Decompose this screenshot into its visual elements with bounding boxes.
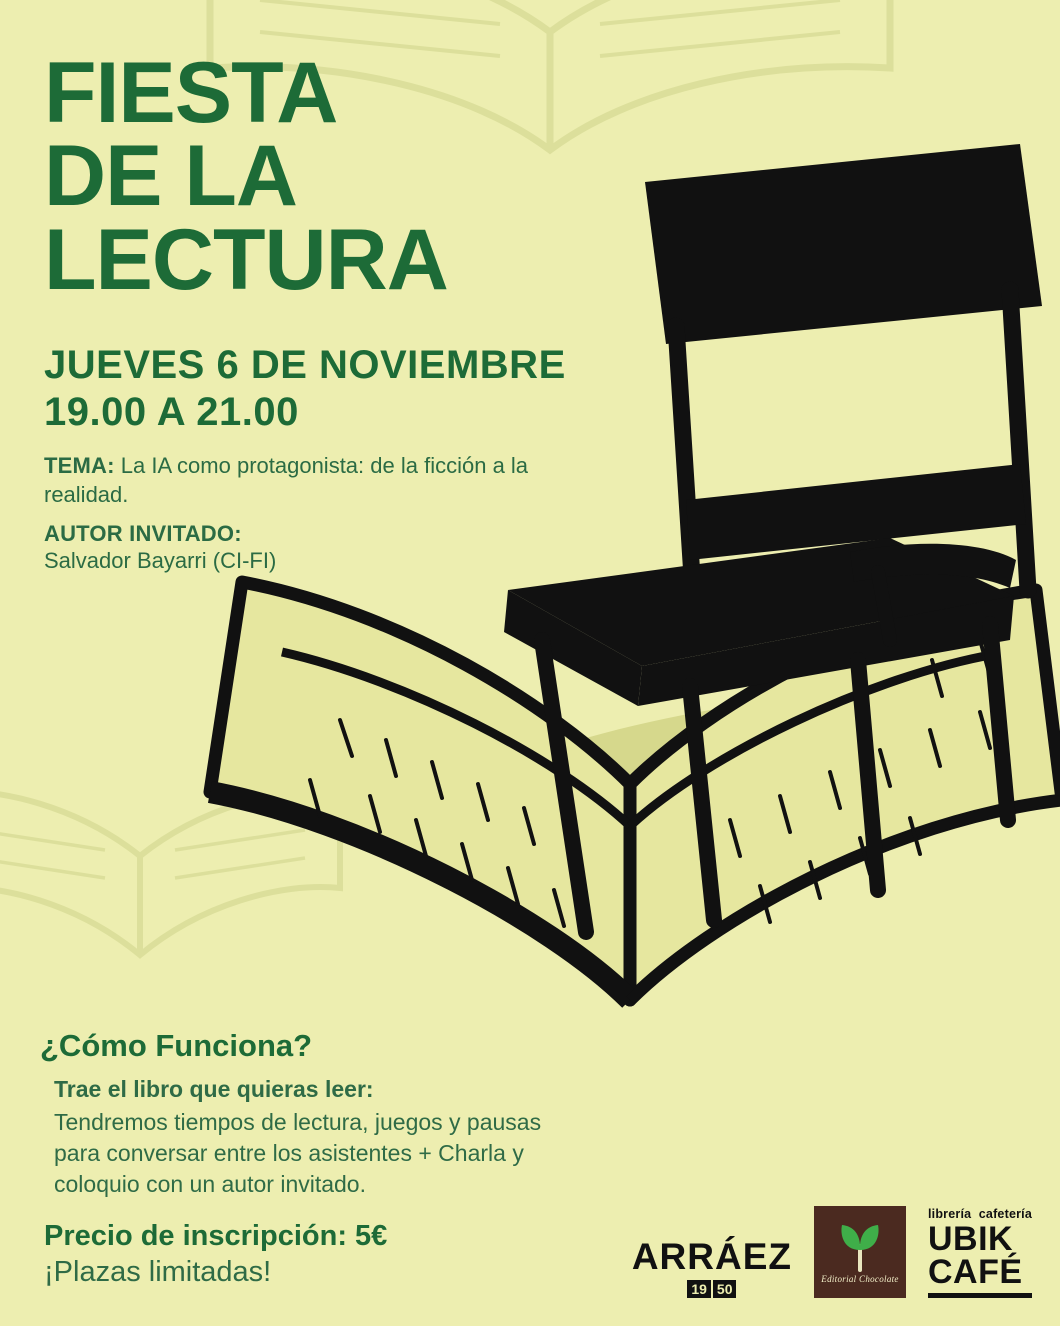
ubik-word-2: CAFÉ — [928, 1252, 1023, 1291]
headline-line-1: FIESTA — [44, 45, 338, 141]
arraez-year-right: 50 — [713, 1280, 737, 1298]
event-details — [44, 452, 604, 588]
how-it-works-line-1: Tendremos tiempos de lectura, juegos y pausas — [54, 1109, 542, 1135]
how-it-works-line-2: para conversar entre los asistentes + Charla y — [54, 1140, 524, 1167]
ubik-word-1: UBIK — [928, 1220, 1014, 1259]
event-date: JUEVES 6 DE NOVIEMBRE — [44, 343, 566, 387]
theme-block — [44, 452, 604, 509]
editorial-chocolate-name: Editorial Chocolate — [821, 1274, 899, 1284]
sponsor-logos — [632, 1206, 1032, 1298]
theme-text: La IA como protagonista: — [120, 453, 365, 478]
theme-text-second-line: de la ficción a la realidad. — [44, 453, 529, 507]
arraez-wordmark — [632, 1238, 792, 1275]
ubik-tagline — [928, 1207, 1032, 1221]
limited-seats-text: ¡Plazas limitadas! — [44, 1256, 272, 1289]
ubik-tagline-left: librería — [928, 1207, 972, 1222]
author-block — [44, 521, 604, 576]
arraez-year-left: 19 — [687, 1280, 711, 1298]
headline-line-2: DE LA — [44, 128, 297, 225]
how-it-works-title: ¿Cómo Funciona? — [40, 1028, 313, 1063]
event-time: 19.00 A 21.00 — [44, 390, 299, 435]
logo-editorial-chocolate — [814, 1206, 906, 1298]
logo-ubik-cafe — [928, 1207, 1032, 1298]
author-name: Salvador Bayarri (CI-FI) — [44, 548, 277, 574]
how-it-works-section — [40, 1028, 660, 1200]
logo-arraez — [632, 1238, 792, 1298]
event-date-block — [44, 342, 684, 436]
theme-label: TEMA: — [44, 453, 115, 478]
how-it-works-subtitle: Trae el libro que quieras leer: — [54, 1076, 374, 1102]
arraez-word-part-1: ARRÁ — [631, 1236, 743, 1277]
page-title — [44, 45, 664, 308]
ubik-tagline-right: cafetería — [978, 1207, 1032, 1222]
arraez-year — [632, 1280, 792, 1298]
leaf-icon — [837, 1220, 883, 1272]
author-label: AUTOR INVITADO: — [44, 521, 242, 547]
ubik-underline — [928, 1293, 1032, 1298]
arraez-word-part-2: EZ — [742, 1236, 792, 1277]
price-section — [44, 1218, 644, 1291]
how-it-works-line-3: coloquio con un autor invitado. — [54, 1171, 366, 1198]
price-text: Precio de inscripción: 5€ — [44, 1220, 388, 1252]
headline-line-3: LECTURA — [44, 211, 448, 308]
